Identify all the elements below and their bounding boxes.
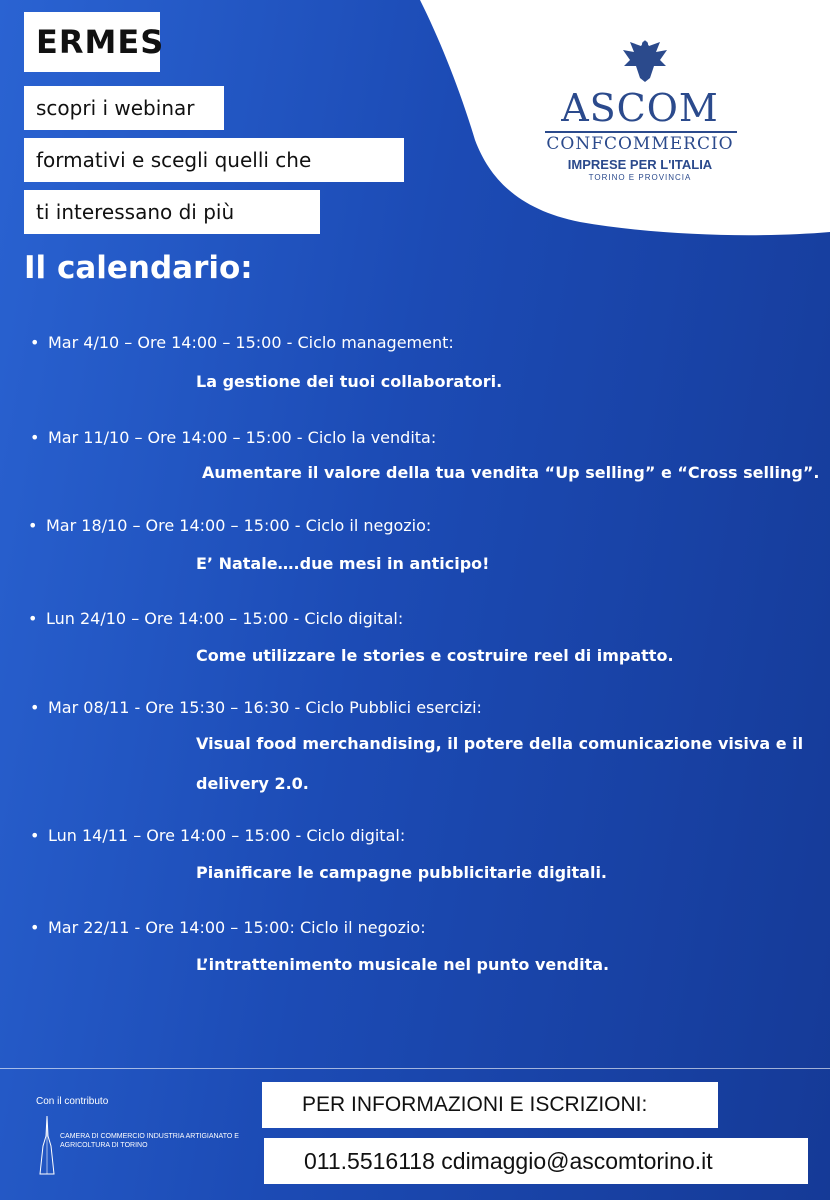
event-1-schedule: • Mar 4/10 – Ore 14:00 – 15:00 - Ciclo management: [30, 333, 454, 352]
ermes-title: ERMES [24, 12, 160, 72]
eagle-logo-icon [620, 36, 670, 86]
event-5-title-cont: delivery 2.0. [196, 774, 309, 793]
logo-ascom: ASCOM [561, 86, 719, 130]
chamber-of-commerce-text: CAMERA DI COMMERCIO INDUSTRIA ARTIGIANATO E AGRICOLTURA DI TORINO [60, 1133, 239, 1149]
event-3-schedule: • Mar 18/10 – Ore 14:00 – 15:00 - Ciclo il negozio: [28, 516, 432, 535]
event-6 [30, 826, 405, 845]
mole-antonelliana-icon [36, 1116, 58, 1176]
event-2 [30, 428, 436, 447]
event-2-schedule: • Mar 11/10 – Ore 14:00 – 15:00 - Ciclo la vendita: [30, 428, 437, 447]
event-1 [30, 333, 454, 352]
event-4-title: Come utilizzare le stories e costruire reel di impatto. [196, 646, 674, 665]
event-4 [28, 609, 403, 628]
event-5 [30, 698, 482, 717]
event-7-title: L’intrattenimento musicale nel punto vendita. [196, 955, 610, 974]
event-5-schedule: • Mar 08/11 - Ore 15:30 – 16:30 - Ciclo Pubblici esercizi: [30, 698, 482, 717]
logo-imprese: IMPRESE PER L'ITALIA [567, 157, 713, 172]
contact-details[interactable]: 011.5516118 cdimaggio@ascomtorino.it [264, 1138, 808, 1184]
event-3-title: E’ Natale….due mesi in anticipo! [196, 554, 490, 573]
event-5-title: Visual food merchandising, il potere della comunicazione visiva e il [196, 734, 804, 753]
event-6-schedule: • Lun 14/11 – Ore 14:00 – 15:00 - Ciclo digital: [30, 826, 406, 845]
info-heading: PER INFORMAZIONI E ISCRIZIONI: [262, 1082, 718, 1128]
calendar-heading: Il calendario: [24, 250, 253, 286]
contribution-label: Con il contributo [36, 1096, 109, 1107]
event-1-title: La gestione dei tuoi collaboratori. [196, 372, 503, 391]
event-4-schedule: • Lun 24/10 – Ore 14:00 – 15:00 - Ciclo digital: [28, 609, 404, 628]
event-6-title: Pianificare le campagne pubblicitarie digitali. [196, 863, 608, 882]
logo-confcommercio: CONFCOMMERCIO [546, 134, 734, 154]
event-7-schedule: • Mar 22/11 - Ore 14:00 – 15:00: Ciclo il negozio: [30, 918, 426, 937]
event-7 [30, 918, 426, 937]
intro-line-3: ti interessano di più [24, 190, 320, 234]
event-3 [28, 516, 431, 535]
intro-line-2: formativi e scegli quelli che [24, 138, 404, 182]
event-2-title: Aumentare il valore della tua vendita “Up selling” e “Cross selling”. [202, 463, 820, 482]
intro-line-1: scopri i webinar [24, 86, 224, 130]
logo-torino: TORINO E PROVINCIA [588, 173, 692, 182]
logo-divider [545, 131, 737, 133]
footer-divider [0, 1068, 830, 1069]
